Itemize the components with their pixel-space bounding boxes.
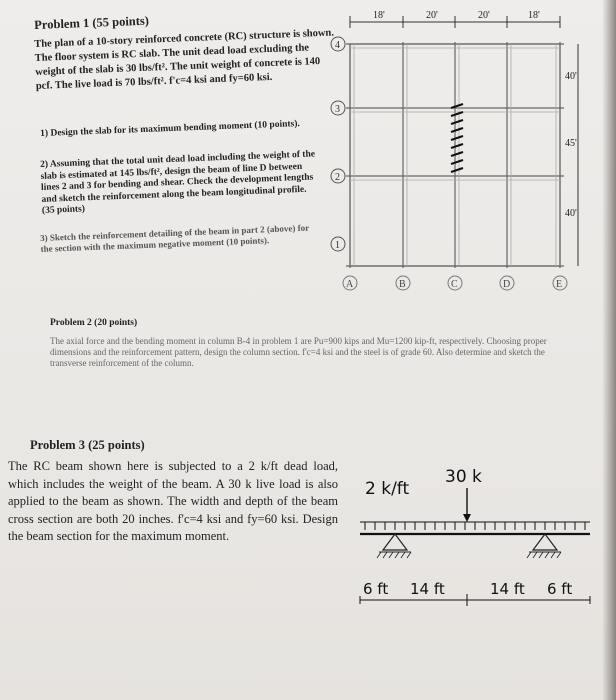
problem1-title: Problem 1 (55 points) [34,13,150,32]
problem2-body: The axial force and the bending moment in column B-4 in problem 1 are Pu=900 kips and Mu=1200 kip-ft, respectively. Choosing proper dimensions and the reinforcement pattern, design the column section. f'c=4 ksi and the steel is of grade 60. Also determine and sketch the transverse reinforcement of the column. [50,336,547,368]
point-load-label: 30 k [445,467,482,487]
row-label-3: 3 [335,104,340,115]
problem1-question1: 1) Design the slab for its maximum bending moment (10 points). [40,119,300,139]
span-3: 14 ft [490,580,525,598]
right-support [533,534,557,550]
col-label-E: E [556,279,563,290]
col-label-A: A [346,279,354,290]
span-2: 14 ft [410,580,445,598]
col-label-B: B [399,279,406,290]
side-dim-3: 40' [565,208,577,219]
problem1-question3: 3) Sketch the reinforcement detailing of the beam in part 2 (above) for the section with the maximum negative moment (10 points). [40,222,310,254]
row-label-4: 4 [335,40,340,51]
left-support [383,534,407,550]
distributed-load-label: 2 k/ft [365,479,410,499]
top-dim-1: 18' [373,10,385,21]
problem2-title: Problem 2 (20 points) [50,318,138,328]
top-dim-4: 18' [528,10,540,21]
span-1: 6 ft [363,580,389,598]
problem3-body: The RC beam shown here is subjected to a 2 k/ft dead load, which includes the weight of the beam. A 30 k live load is also applied to the beam as shown. The width and depth of the beam cross section are both 20 inches. f'c=4 ksi and fy=60 ksi. Design the beam section for the maximum moment. [8,459,338,543]
beam-diagram [355,460,605,610]
span-4: 6 ft [547,580,573,598]
col-label-D: D [503,279,511,290]
side-dim-1: 40' [565,71,577,82]
problem1-intro: The plan of a 10-story reinforced concrete (RC) structure is shown. The floor system is RC slab. The unit dead load excluding the weight of the slab is 30 lbs/ft². The unit weight of concrete is 140 pcf. The live load is 70 lbs/ft². f'c=4 ksi and fy=60 ksi. [34,27,335,92]
problem1-question2: 2) Assuming that the total unit dead load including the weight of the slab is estimated at 145 lbs/ft², design the beam of line D between lines 2 and 3 for bending and shear. Check the development lengths and sketch the reinforcement along the beam longitudinal profile. (35 points) [40,149,316,216]
row-label-2: 2 [335,172,340,183]
hatch-mark [451,104,463,172]
problem3-title: Problem 3 (25 points) [30,438,145,452]
top-dim-3: 20' [478,10,490,21]
row-label-1: 1 [335,240,340,251]
floor-plan-diagram [330,6,590,296]
distributed-load-arrows [360,522,590,530]
top-dim-2: 20' [426,10,438,21]
side-dim-2: 45' [565,138,577,149]
col-label-C: C [451,279,458,290]
